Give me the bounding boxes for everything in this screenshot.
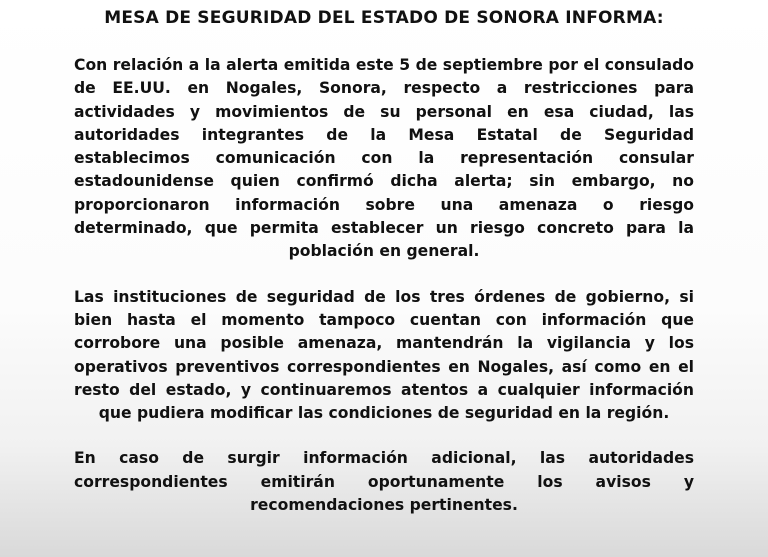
paragraph-alert-context: Con relación a la alerta emitida este 5 de septiembre por el consulado de EE.UU. en Nogales, Sonora, respecto a restricciones para actividades y movimientos de su personal en esa ciudad, las autoridades integrantes de la Mesa Estatal de Seguridad establecimos comunicación con la representación consular estadounidense quien confirmó dicha alerta; sin embargo, no proporcionaron información sobre una amenaza o riesgo determinado, que permita establecer un riesgo concreto para la población en general. <box>74 56 694 261</box>
paragraph-security-measures: Las instituciones de seguridad de los tres órdenes de gobierno, si bien hasta el momento tampoco cuentan con información que corrobore una posible amenaza, mantendrán la vigilancia y los operativos preventivos correspondientes en Nogales, así como en el resto del estado, y continuaremos atentos a cualquier información que pudiera modificar las condiciones de seguridad en la región. <box>74 287 694 423</box>
statement-title: MESA DE SEGURIDAD DEL ESTADO DE SONORA INFORMA: <box>104 8 664 28</box>
paragraph-additional-info: En caso de surgir información adicional, las autoridades correspondientes emitirán oportunamente los avisos y recomendaciones pertinentes. <box>74 449 694 515</box>
